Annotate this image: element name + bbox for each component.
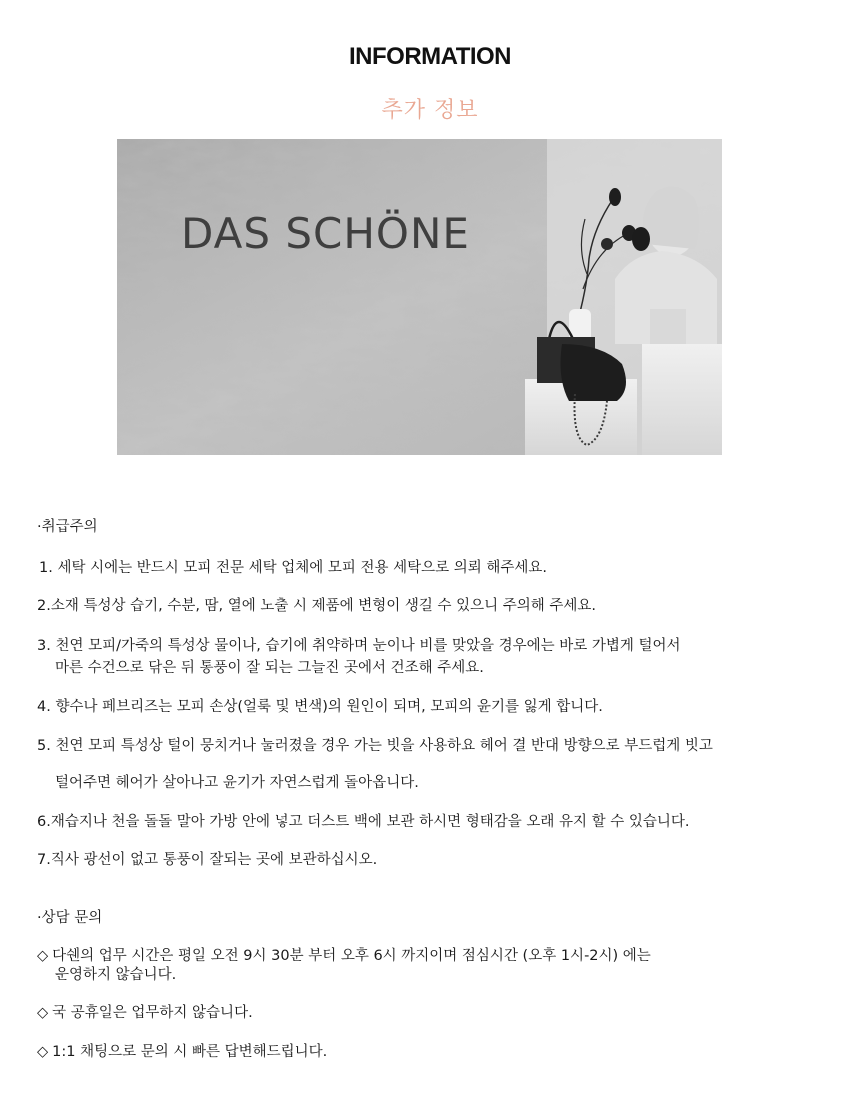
- page-subtitle: 추가 정보: [381, 98, 479, 123]
- pedestal-right: [642, 344, 722, 455]
- care-item-1: 1. 세탁 시에는 반드시 모피 전문 세탁 업체에 모피 전용 세탁으로 의뢰 해주세요.: [39, 560, 547, 576]
- diamond-bullet-icon: ◇: [37, 948, 49, 964]
- contact-item-text: 국 공휴일은 업무하지 않습니다.: [52, 1005, 253, 1021]
- contact-item-text: 1:1 채팅으로 문의 시 빠른 답변해드립니다.: [52, 1044, 328, 1060]
- contact-item-2: [37, 1001, 253, 1022]
- care-item-5-cont: 털어주면 헤어가 살아나고 윤기가 자연스럽게 돌아옵니다.: [55, 775, 419, 791]
- care-item-5: 5. 천연 모피 특성상 털이 뭉치거나 눌러졌을 경우 가는 빗을 사용하요 헤어 결 반대 방향으로 부드럽게 빗고: [37, 738, 713, 754]
- care-item-6: 6.재습지나 천을 돌돌 말아 가방 안에 넣고 더스트 백에 보관 하시면 형태감을 오래 유지 할 수 있습니다.: [37, 814, 690, 830]
- care-heading: ·취급주의: [37, 519, 98, 535]
- care-item-4: 4. 향수나 페브리즈는 모피 손상(얼룩 및 변색)의 원인이 되며, 모피의 윤기를 잃게 합니다.: [37, 699, 603, 715]
- contact-item-3: [37, 1040, 327, 1061]
- diamond-bullet-icon: ◇: [37, 1005, 49, 1021]
- care-item-3-cont: 마른 수건으로 닦은 뒤 통풍이 잘 되는 그늘진 곳에서 건조해 주세요.: [55, 660, 484, 676]
- contact-item-1-cont: 운영하지 않습니다.: [55, 967, 177, 983]
- page-title: INFORMATION: [348, 43, 512, 70]
- care-item-3: 3. 천연 모피/가죽의 특성상 물이나, 습기에 취약하며 눈이나 비를 맞았을 경우에는 바로 가볍게 털어서: [37, 638, 681, 654]
- contact-item-text: 다쉔의 업무 시간은 평일 오전 9시 30분 부터 오후 6시 까지이며 점심시간 (오후 1시-2시) 에는: [52, 948, 651, 964]
- brand-logo-text: DAS SCHÖNE: [181, 209, 470, 258]
- diamond-bullet-icon: ◇: [37, 1044, 49, 1060]
- brand-banner-image: [117, 139, 722, 455]
- care-item-7: 7.직사 광선이 없고 통풍이 잘되는 곳에 보관하십시오.: [37, 852, 378, 868]
- care-item-2: 2.소재 특성상 습기, 수분, 땀, 열에 노출 시 제품에 변형이 생길 수 있으니 주의해 주세요.: [37, 598, 597, 614]
- contact-item-1: [37, 944, 651, 965]
- banner-scene: [117, 139, 722, 455]
- contact-heading: ·상담 문의: [37, 910, 103, 926]
